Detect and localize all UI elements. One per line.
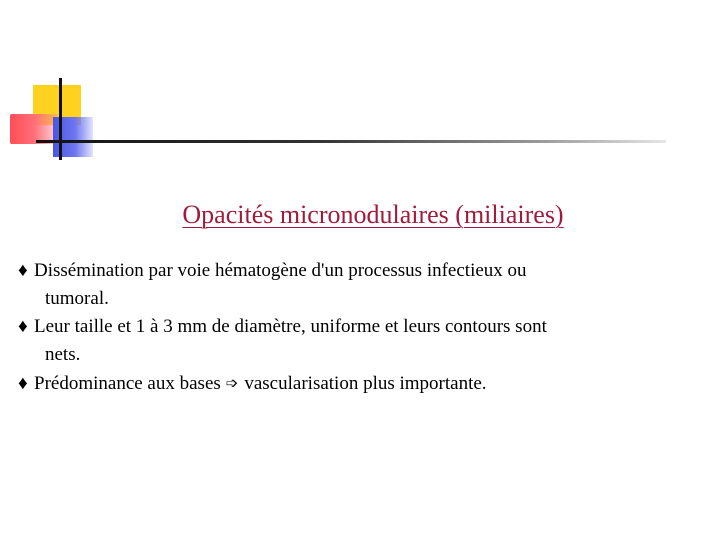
bullet-text: nets.: [45, 344, 81, 365]
slide-title: Opacités micronodulaires (miliaires): [182, 200, 564, 229]
bullet-item-2: [18, 313, 712, 341]
bullet-list: [18, 257, 712, 398]
right-arrow-icon: ➩: [225, 374, 239, 392]
bullet-text: tumoral.: [45, 288, 109, 309]
bullet-item-1-continuation: [18, 285, 712, 313]
bullet-item-3: [18, 369, 712, 398]
bullet-text: Prédominance aux bases: [34, 373, 221, 394]
bullet-item-1: [18, 257, 712, 285]
header-divider-line: [36, 140, 666, 143]
diamond-bullet-icon: ♦: [18, 260, 28, 281]
diamond-bullet-icon: ♦: [18, 373, 28, 394]
bullet-item-2-continuation: [18, 341, 712, 369]
diamond-bullet-icon: ♦: [18, 316, 28, 337]
bullet-text: Dissémination par voie hématogène d'un processus infectieux ou: [34, 260, 527, 281]
bullet-text: vascularisation plus importante.: [244, 373, 487, 394]
bullet-text: Leur taille et 1 à 3 mm de diamètre, uniforme et leurs contours sont: [34, 316, 547, 337]
logo-vertical-line: [59, 78, 62, 160]
